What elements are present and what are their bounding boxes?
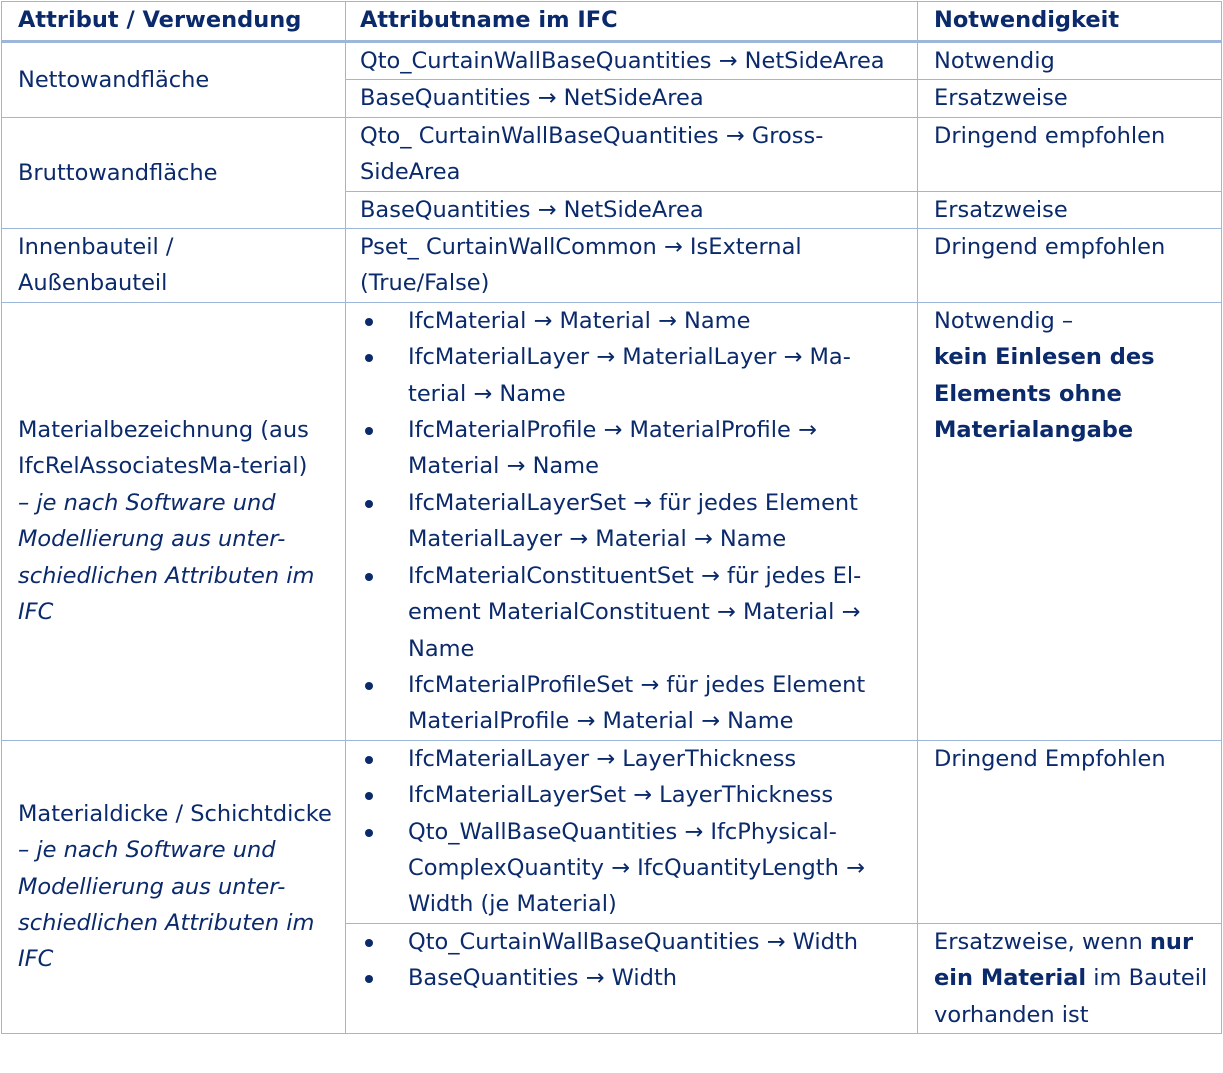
attr-dicke: [2, 740, 346, 1033]
attr-material: [2, 302, 346, 740]
table-row: [2, 117, 1222, 191]
need-material-bold: kein Einlesen des Elements ohne Materialangabe: [934, 344, 1155, 444]
ifc-brutto-2: BaseQuantities → NetSideArea: [346, 191, 918, 228]
material-note: – je nach Software und Modellierung aus unter-schiedlichen Attributen im IFC: [18, 489, 315, 626]
list-item: IfcMaterial → Material → Name: [360, 303, 907, 339]
need-innen-aussen: Dringend empfohlen: [918, 229, 1222, 303]
header-ifc-name: Attributname im IFC: [346, 2, 918, 42]
ifc-netto-2: BaseQuantities → NetSideArea: [346, 80, 918, 117]
ifc-dicke-2: [346, 923, 918, 1033]
ifc-innen-aussen: Pset_ CurtainWallCommon → IsExternal (True/False): [346, 229, 918, 303]
header-row: [2, 2, 1222, 42]
ifc-attribute-table: [1, 1, 1222, 1034]
need-dicke-2: [918, 923, 1222, 1033]
ifc-material: [346, 302, 918, 740]
dicke-label: Materialdicke / Schichtdicke: [18, 800, 332, 827]
table-row: [2, 229, 1222, 303]
dicke-list-2: [360, 924, 907, 997]
material-label: Materialbezeichnung (aus IfcRelAssociatesMa-terial): [18, 417, 309, 480]
dicke-list-1: [360, 741, 907, 923]
need-netto-2: Ersatzweise: [918, 80, 1222, 117]
list-item: Qto_WallBaseQuantities → IfcPhysical-ComplexQuantity → IfcQuantityLength → Width (je Material): [360, 814, 907, 923]
attr-netto: Nettowandfläche: [2, 42, 346, 118]
header-necessity: Notwendigkeit: [918, 2, 1222, 42]
need-brutto-2: Ersatzweise: [918, 191, 1222, 228]
list-item: IfcMaterialLayerSet → LayerThickness: [360, 777, 907, 813]
attr-brutto: Bruttowandfläche: [2, 117, 346, 228]
list-item: IfcMaterialLayerSet → für jedes Element MaterialLayer → Material → Name: [360, 485, 907, 558]
need-dicke-1: Dringend Empfohlen: [918, 740, 1222, 923]
list-item: IfcMaterialLayer → MaterialLayer → Ma-terial → Name: [360, 339, 907, 412]
attr-innen-aussen: Innenbauteil / Außenbauteil: [2, 229, 346, 303]
need-brutto-1: Dringend empfohlen: [918, 117, 1222, 191]
ifc-dicke-1: [346, 740, 918, 923]
list-item: Qto_CurtainWallBaseQuantities → Width: [360, 924, 907, 960]
dicke-note: – je nach Software und Modellierung aus unter-schiedlichen Attributen im IFC: [18, 837, 315, 973]
table-row: [2, 302, 1222, 740]
need-dicke-2-c: im Bauteil vorhanden ist: [934, 965, 1208, 1028]
need-dicke-2-bold: nur ein Material: [934, 928, 1194, 992]
ifc-brutto-1: Qto_ CurtainWallBaseQuantities → Gross-SideArea: [346, 117, 918, 191]
list-item: IfcMaterialConstituentSet → für jedes El-ement MaterialConstituent → Material → Name: [360, 558, 907, 667]
table-row: [2, 740, 1222, 923]
list-item: IfcMaterialLayer → LayerThickness: [360, 741, 907, 777]
need-netto-1: Notwendig: [918, 42, 1222, 80]
header-attribute: Attribut / Verwendung: [2, 2, 346, 42]
list-item: IfcMaterialProfileSet → für jedes Element MaterialProfile → Material → Name: [360, 667, 907, 740]
material-list: [360, 303, 907, 740]
list-item: IfcMaterialProfile → MaterialProfile → Material → Name: [360, 412, 907, 485]
need-material: [918, 302, 1222, 740]
table-row: [2, 42, 1222, 80]
need-dicke-2-a: Ersatzweise, wenn: [934, 928, 1143, 955]
need-material-text: Notwendig –: [934, 307, 1074, 334]
list-item: BaseQuantities → Width: [360, 960, 907, 996]
ifc-netto-1: Qto_CurtainWallBaseQuantities → NetSideArea: [346, 42, 918, 80]
